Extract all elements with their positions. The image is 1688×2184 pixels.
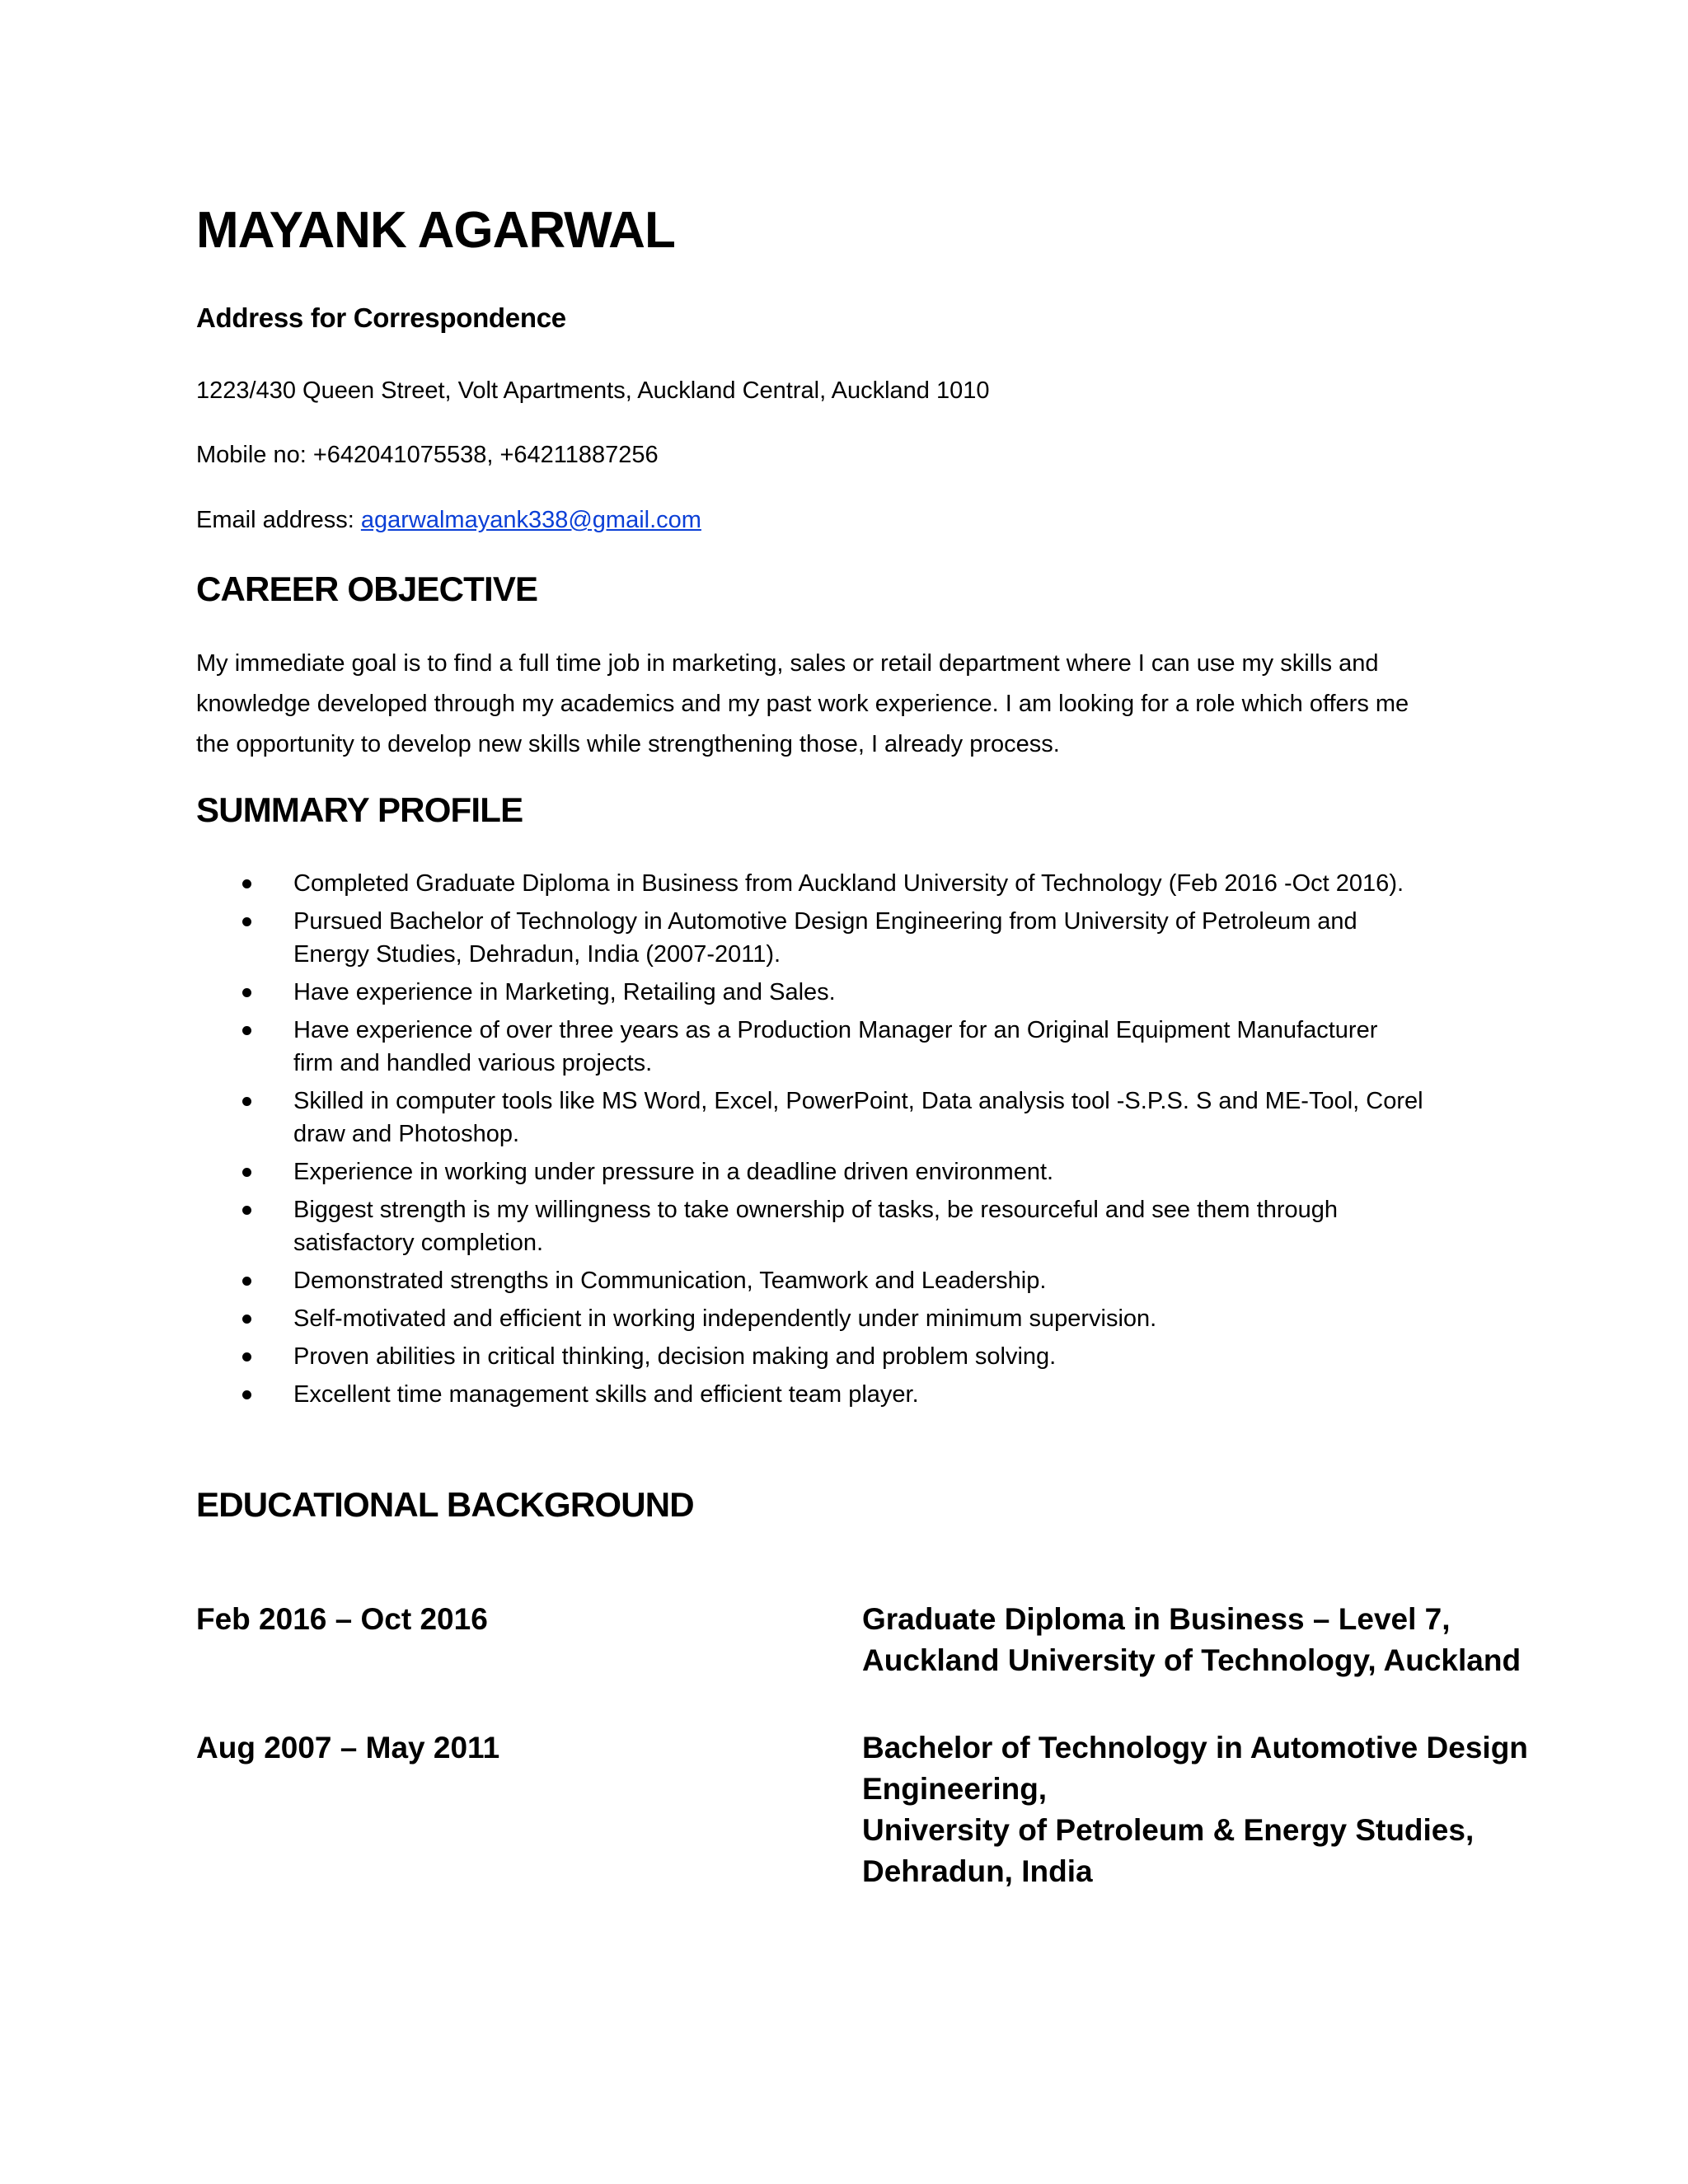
list-item: Skilled in computer tools like MS Word, Excel, PowerPoint, Data analysis tool -S.P.S. S and ME-Tool, Corel draw and Photoshop. (196, 1085, 1515, 1151)
bullet-icon (242, 1352, 251, 1361)
education-detail (862, 1599, 1521, 1681)
list-item: Completed Graduate Diploma in Business from Auckland University of Technology (Feb 2016 -Oct 2016). (196, 867, 1515, 900)
education-detail (862, 1727, 1528, 1892)
bullet-icon (242, 1168, 251, 1177)
address-heading: Address for Correspondence (196, 302, 566, 333)
bullet-icon (242, 1390, 251, 1399)
bullet-icon (242, 917, 251, 926)
candidate-name: MAYANK AGARWAL (196, 202, 675, 259)
summary-profile-title: SUMMARY PROFILE (196, 790, 523, 829)
career-objective-line: My immediate goal is to find a full time job in marketing, sales or retail department where I can use my skills and (196, 650, 1379, 677)
career-objective-line: knowledge developed through my academics and my past work experience. I am looking for a role which offers me (196, 691, 1409, 717)
list-item: Pursued Bachelor of Technology in Automotive Design Engineering from University of Petroleum and Energy Studies, Dehradun, India (2007-2011). (196, 905, 1515, 971)
career-objective-line: the opportunity to develop new skills while strengthening those, I already process. (196, 731, 1060, 757)
bullet-icon (242, 879, 251, 888)
education-detail-line: University of Petroleum & Energy Studies, (862, 1813, 1475, 1847)
education-detail-line: Auckland University of Technology, Auckland (862, 1643, 1522, 1677)
summary-profile-list (196, 867, 1515, 1416)
education-detail-line: Dehradun, India (862, 1854, 1093, 1888)
list-item: Biggest strength is my willingness to take ownership of tasks, be resourceful and see them through satisfactory completion. (196, 1193, 1515, 1259)
bullet-icon (242, 988, 251, 997)
list-item: Demonstrated strengths in Communication, Teamwork and Leadership. (196, 1264, 1515, 1297)
list-item: Have experience in Marketing, Retailing and Sales. (196, 976, 1515, 1009)
bullet-icon (242, 1277, 251, 1286)
address-text: 1223/430 Queen Street, Volt Apartments, Auckland Central, Auckland 1010 (196, 377, 990, 404)
list-item: Proven abilities in critical thinking, decision making and problem solving. (196, 1340, 1515, 1373)
bullet-icon (242, 1097, 251, 1106)
email-label: Email address: (196, 507, 361, 533)
bullet-icon (242, 1026, 251, 1035)
education-date: Aug 2007 – May 2011 (196, 1731, 500, 1765)
email-link[interactable]: agarwalmayank338@gmail.com (360, 507, 701, 533)
education-detail-line: Graduate Diploma in Business – Level 7, (862, 1602, 1451, 1636)
list-item: Experience in working under pressure in a deadline driven environment. (196, 1155, 1515, 1188)
list-item: Have experience of over three years as a Production Manager for an Original Equipment Manufacturer firm and handled various projects. (196, 1014, 1515, 1080)
education-detail-line: Engineering, (862, 1772, 1048, 1806)
education-detail-line: Bachelor of Technology in Automotive Design (862, 1731, 1528, 1765)
mobile-text: Mobile no: +642041075538, +64211887256 (196, 442, 659, 468)
career-objective-title: CAREER OBJECTIVE (196, 569, 538, 608)
bullet-icon (242, 1315, 251, 1324)
bullet-icon (242, 1206, 251, 1215)
education-title: EDUCATIONAL BACKGROUND (196, 1485, 694, 1524)
education-date: Feb 2016 – Oct 2016 (196, 1602, 488, 1636)
list-item: Excellent time management skills and efficient team player. (196, 1378, 1515, 1411)
list-item: Self-motivated and efficient in working independently under minimum supervision. (196, 1302, 1515, 1335)
email-line (196, 505, 701, 535)
career-objective-text (196, 644, 1515, 765)
